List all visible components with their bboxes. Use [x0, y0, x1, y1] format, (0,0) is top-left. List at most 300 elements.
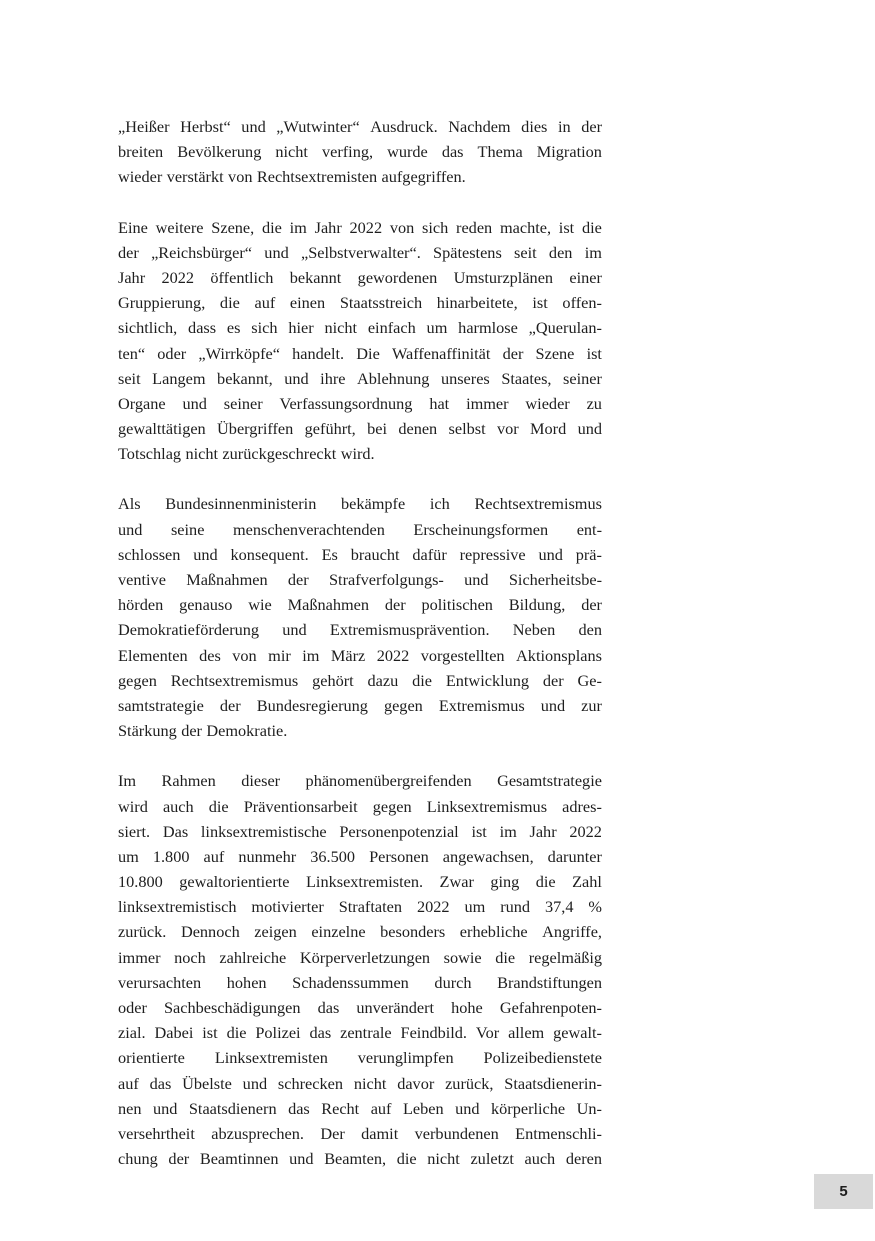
word: verunglimpfen	[357, 1048, 454, 1068]
word: Polizei	[255, 1023, 301, 1043]
text-line	[118, 794, 602, 819]
text-line	[118, 617, 602, 642]
word: zeigen	[254, 922, 297, 942]
word: ten“	[118, 343, 146, 363]
word: nicht	[353, 1073, 387, 1093]
word: denen	[398, 419, 438, 439]
word: Körperverletzungen	[299, 947, 431, 967]
word: seiner	[223, 393, 263, 413]
word: versehrtheit	[118, 1123, 195, 1143]
word: Mord	[530, 419, 567, 439]
word: die	[535, 872, 556, 892]
word: Sachbeschädigungen	[163, 998, 301, 1017]
word: und	[540, 695, 566, 715]
text-line	[118, 341, 602, 366]
word: linksextremistische	[200, 821, 327, 841]
word: schrecken	[277, 1073, 343, 1093]
word: 2022	[376, 645, 410, 665]
word: Jahr	[118, 267, 146, 287]
word: „Querulan-	[528, 318, 602, 338]
text-line	[118, 945, 602, 970]
word: samtstrategie	[118, 695, 204, 715]
word: Das	[162, 821, 189, 841]
word: angewachsen,	[442, 846, 534, 866]
word: seiner	[563, 368, 602, 388]
word: dass	[188, 318, 217, 338]
word: orientierte	[118, 1048, 185, 1068]
word: sowie	[443, 947, 482, 967]
word: Ablehnung	[357, 368, 430, 388]
word: Polizeibedienstete	[483, 1048, 602, 1068]
word: und	[464, 570, 489, 589]
text-line	[118, 768, 602, 793]
word: Neben	[512, 620, 556, 640]
word: Gefahrenpoten-	[499, 998, 602, 1017]
word: vorgestellten	[420, 645, 505, 665]
word: hohe	[451, 998, 483, 1017]
word: Rechtsextremismus	[170, 670, 299, 690]
word: Schadenssummen	[292, 972, 409, 992]
word: verstärkt	[166, 167, 224, 187]
text-line	[118, 567, 602, 592]
text-line	[118, 718, 602, 743]
word: und	[538, 544, 563, 564]
word: verbundenen	[414, 1123, 499, 1143]
word: Eine	[118, 217, 148, 237]
word: auf	[203, 846, 225, 866]
word: nen	[118, 1098, 142, 1118]
word: gewalttätigen	[118, 419, 206, 439]
word: zuletzt	[470, 1149, 514, 1169]
word: Staatsstreich	[339, 293, 423, 313]
word: nicht	[427, 1149, 460, 1169]
word: Un-	[576, 1098, 602, 1118]
page-number-box	[814, 1174, 873, 1209]
word: des	[199, 645, 221, 665]
word: Thema	[477, 142, 523, 162]
word: und	[193, 544, 218, 564]
word: März	[330, 645, 366, 665]
word: zial.	[118, 1023, 146, 1043]
word: Der	[320, 1123, 345, 1143]
text-line	[118, 290, 602, 315]
text-line	[118, 668, 602, 693]
word: davor	[397, 1073, 435, 1093]
word: „Heißer	[118, 117, 170, 136]
word: der	[542, 670, 564, 690]
word: Ausdruck.	[370, 117, 438, 136]
word: um	[426, 318, 448, 338]
word: Personenpotenzial	[339, 821, 459, 841]
word: Leben	[402, 1098, 444, 1118]
word: Szene,	[211, 217, 255, 237]
word: %	[588, 897, 602, 917]
word: öffentlich	[210, 267, 274, 287]
text-line	[118, 970, 602, 995]
word: und	[264, 242, 289, 262]
word: bei	[367, 419, 387, 439]
word: nicht	[324, 318, 358, 338]
word: phänomenübergreifenden	[305, 771, 472, 791]
word: gegen	[118, 670, 157, 690]
paragraph-3	[118, 491, 602, 743]
text-line	[118, 1020, 602, 1045]
word: und	[241, 117, 266, 136]
word: noch	[174, 947, 206, 967]
word: zu	[586, 393, 602, 413]
word: der	[118, 242, 139, 262]
word: Präventionsarbeit	[243, 796, 358, 816]
word: zurückgeschreckt	[222, 444, 337, 464]
word: Migration	[536, 142, 602, 162]
text-line	[118, 919, 602, 944]
word: allem	[508, 1023, 545, 1043]
paragraph-1	[118, 114, 602, 190]
word: das	[317, 998, 340, 1017]
word: politischen	[421, 595, 493, 615]
text-line	[118, 844, 602, 869]
word: das	[288, 1098, 310, 1118]
word: um	[118, 846, 139, 866]
text-line	[118, 1045, 602, 1070]
word: ist	[202, 1023, 218, 1043]
word: Rechtsextremismus	[474, 494, 602, 514]
word: hinarbeitete,	[436, 293, 518, 313]
word: weitere	[155, 217, 204, 237]
word: einzelne	[311, 922, 366, 942]
word: körperliche	[491, 1098, 566, 1118]
word: ist	[586, 343, 602, 363]
word: Vor	[475, 1023, 500, 1043]
word: 36.500	[310, 846, 356, 866]
word: Brandstiftungen	[497, 972, 602, 992]
word: im	[302, 645, 320, 665]
word: Aktionsplans	[516, 645, 602, 665]
word: Jahr	[314, 217, 342, 237]
word: Angriffe,	[542, 922, 602, 942]
text-line	[118, 215, 602, 240]
word: dafür	[412, 544, 447, 564]
word: repressive	[459, 544, 526, 564]
word: und	[242, 1073, 268, 1093]
word: Übergriffen	[217, 419, 294, 439]
word: ist	[532, 293, 548, 313]
word: Übelste	[182, 1073, 232, 1093]
word: wird.	[340, 444, 375, 464]
word: von	[232, 645, 257, 665]
word: rund	[500, 897, 531, 917]
word: 37,4	[544, 897, 574, 917]
word: immer	[118, 947, 161, 967]
word: ventive	[118, 570, 166, 589]
word: Nachdem	[448, 117, 511, 136]
word: das	[149, 1073, 172, 1093]
word: der	[219, 695, 241, 715]
word: abzusprechen.	[211, 1123, 304, 1143]
word: „Wirrköpfe“	[198, 343, 280, 363]
word: Als	[118, 494, 141, 514]
word: dazu	[367, 670, 399, 690]
word: Strafverfolgungs-	[329, 570, 444, 589]
word: gehört	[312, 670, 354, 690]
word: Elementen	[118, 645, 188, 665]
word: seine	[170, 519, 205, 539]
word: das	[309, 1023, 332, 1043]
word: Feindbild.	[400, 1023, 468, 1043]
word: gewordenen	[357, 267, 438, 287]
word: Recht	[321, 1098, 360, 1118]
word: ging	[490, 872, 520, 892]
word: einer	[569, 267, 602, 287]
word: 2022	[161, 267, 195, 287]
word: Staatsdienern	[188, 1098, 277, 1118]
text-line	[118, 164, 602, 189]
word: und	[182, 393, 207, 413]
text-line	[118, 1071, 602, 1096]
word: auf	[254, 293, 276, 313]
text-line	[118, 114, 602, 139]
word: Staates,	[501, 368, 552, 388]
word: die	[412, 670, 432, 690]
word: mir	[268, 645, 291, 665]
text-line	[118, 894, 602, 919]
word: Extremismusprävention.	[329, 620, 490, 640]
word: Erscheinungsformen	[413, 519, 549, 539]
word: der	[581, 117, 602, 136]
word: „Wutwinter“	[276, 117, 360, 136]
word: Rahmen	[161, 771, 216, 791]
word: auf	[370, 1098, 392, 1118]
word: schlossen	[118, 544, 181, 564]
word: Sicherheitsbe-	[508, 570, 602, 589]
word: dies	[521, 117, 548, 136]
word: wieder	[118, 167, 163, 187]
word: das	[441, 142, 464, 162]
text-line	[118, 366, 602, 391]
word: linksextremistisch	[118, 897, 237, 917]
word: die	[495, 947, 516, 967]
word: zurück,	[445, 1073, 494, 1093]
word: siert.	[118, 821, 151, 841]
word: Gesamtstrategie	[497, 771, 602, 791]
word: zur	[581, 695, 602, 715]
word: Demokratie.	[206, 721, 288, 741]
text-line	[118, 592, 602, 617]
word: und	[152, 1098, 178, 1118]
word: harmlose	[458, 318, 518, 338]
word: hohen	[226, 972, 267, 992]
word: „Reichsbürger“	[151, 242, 253, 262]
word: selbst	[448, 419, 486, 439]
word: Staatsdienerin-	[504, 1073, 602, 1093]
word: im	[289, 217, 307, 237]
word: den	[548, 242, 573, 262]
word: reden	[456, 217, 493, 237]
word: Bundesinnenministerin	[165, 494, 317, 514]
word: den	[578, 620, 602, 640]
word: gegen	[372, 796, 412, 816]
word: besonders	[380, 922, 446, 942]
word: Linksextremisten.	[305, 872, 424, 892]
word: genauso	[179, 595, 233, 615]
text-line	[118, 869, 602, 894]
word: in	[557, 117, 571, 136]
word: und	[282, 620, 307, 640]
text-line	[118, 391, 602, 416]
word: 2022	[416, 897, 450, 917]
word: Totschlag	[118, 444, 182, 464]
word: motivierter	[251, 897, 324, 917]
word: 2022	[569, 821, 602, 841]
word: zurück.	[118, 922, 167, 942]
word: adres-	[562, 796, 602, 816]
word: machte,	[499, 217, 552, 237]
text-line	[118, 139, 602, 164]
word: Linksextremisten	[214, 1048, 328, 1068]
text-line	[118, 517, 602, 542]
text-line	[118, 542, 602, 567]
word: 10.800	[118, 872, 163, 892]
word: die	[396, 1149, 417, 1169]
word: Beamten,	[324, 1149, 387, 1169]
word: Extremismus	[438, 695, 525, 715]
word: ist	[471, 821, 487, 841]
word: der	[287, 570, 309, 589]
word: durch	[434, 972, 472, 992]
word: Spätestens	[433, 242, 502, 262]
word: Dennoch	[180, 922, 240, 942]
word: Straftaten	[338, 897, 402, 917]
word: Stärkung	[118, 721, 177, 741]
text-line	[118, 491, 602, 516]
word: auch	[524, 1149, 556, 1169]
word: Bildung,	[508, 595, 566, 615]
word: 2022	[349, 217, 383, 237]
word: ich	[429, 494, 450, 514]
word: und	[118, 519, 143, 539]
word: Maßnahmen	[186, 570, 268, 589]
text-line	[118, 1146, 602, 1171]
word: sich	[422, 217, 449, 237]
word: damit	[361, 1123, 399, 1143]
word: die	[219, 293, 240, 313]
word: und	[289, 1149, 314, 1169]
word: dieser	[241, 771, 281, 791]
page-number: 5	[839, 1183, 848, 1200]
word: Umsturzplänen	[453, 267, 554, 287]
word: gewalt-	[553, 1023, 602, 1043]
word: Herbst“	[180, 117, 231, 136]
word: breiten	[118, 142, 164, 162]
word: wird	[118, 796, 148, 816]
word: immer	[466, 393, 509, 413]
word: wieder	[525, 393, 570, 413]
word: menschenverachtenden	[232, 519, 385, 539]
text-line	[118, 441, 602, 466]
word: chung	[118, 1149, 158, 1169]
word: 1.800	[152, 846, 190, 866]
word: bekämpfe	[341, 494, 406, 514]
word: seit	[118, 368, 141, 388]
word: aufgegriffen.	[381, 167, 466, 187]
word: Langem	[152, 368, 206, 388]
word: der	[384, 595, 406, 615]
word: Bevölkerung	[177, 142, 262, 162]
word: von	[389, 217, 415, 237]
word: die	[581, 217, 602, 237]
text-line	[118, 643, 602, 668]
word: Zwar	[439, 872, 474, 892]
word: zahlreiche	[219, 947, 287, 967]
text-line	[118, 1121, 602, 1146]
word: oder	[118, 998, 147, 1017]
text-line	[118, 995, 602, 1020]
word: Gruppierung,	[118, 293, 206, 313]
word: Demokratieförderung	[118, 620, 260, 640]
word: hörden	[118, 595, 164, 615]
word: erhebliche	[459, 922, 528, 942]
word: einfach	[367, 318, 416, 338]
word: offen-	[562, 293, 602, 313]
word: von	[228, 167, 253, 187]
word: braucht	[350, 544, 400, 564]
paragraph-4	[118, 768, 602, 1171]
word: nicht	[185, 444, 219, 464]
word: verursachten	[118, 972, 202, 992]
word: Ge-	[577, 670, 602, 690]
word: Bundesregierung	[256, 695, 368, 715]
word: Im	[118, 771, 137, 791]
word: handelt.	[292, 343, 345, 363]
word: der	[502, 343, 524, 363]
word: nunmehr	[238, 846, 297, 866]
word: Beamtinnen	[199, 1149, 279, 1169]
word: Zahl	[572, 872, 602, 892]
word: ist	[558, 217, 575, 237]
word: Linksextremismus	[426, 796, 548, 816]
text-line	[118, 819, 602, 844]
word: Jahr	[529, 821, 557, 841]
word: darunter	[547, 846, 602, 866]
word: es	[226, 318, 241, 338]
document-body	[118, 114, 602, 1196]
word: verfing,	[321, 142, 374, 162]
word: vor	[496, 419, 519, 439]
word: im	[584, 242, 602, 262]
word: die	[262, 217, 282, 237]
text-line	[118, 240, 602, 265]
text-line	[118, 265, 602, 290]
word: geführt,	[304, 419, 356, 439]
word: auch	[162, 796, 194, 816]
word: Personen	[369, 846, 429, 866]
word: Waffenaffinität	[391, 343, 491, 363]
word: Maßnahmen	[287, 595, 370, 615]
word: um	[464, 897, 486, 917]
word: zentrale	[340, 1023, 392, 1043]
word: unverändert	[356, 998, 435, 1017]
word: Szene	[535, 343, 575, 363]
word: wie	[248, 595, 272, 615]
word: einen	[289, 293, 326, 313]
word: der	[581, 595, 602, 615]
word: Organe	[118, 393, 166, 413]
word: gegen	[383, 695, 423, 715]
word: prä-	[575, 544, 602, 564]
word: wurde	[387, 142, 428, 162]
word: Entmenschli-	[515, 1123, 602, 1143]
word: bekannt,	[217, 368, 273, 388]
